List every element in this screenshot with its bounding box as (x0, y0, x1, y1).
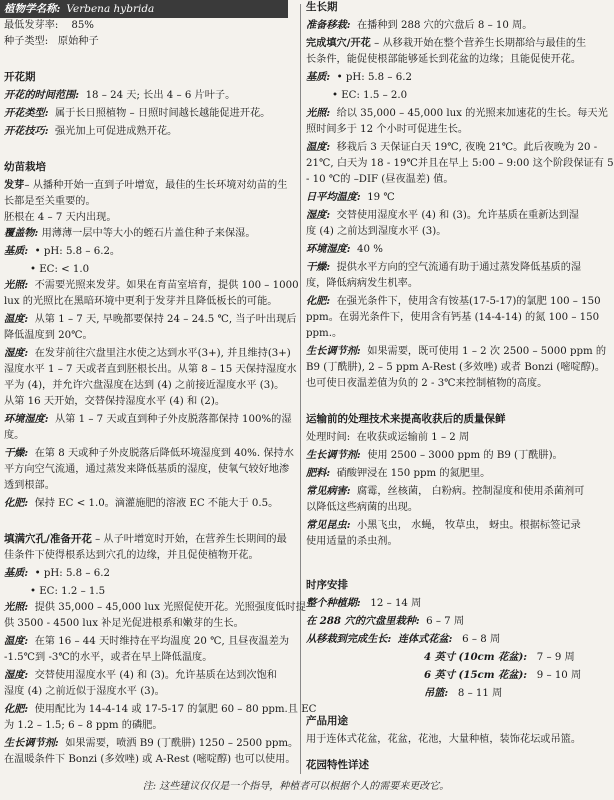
schedule-title: 时序安排 (306, 579, 348, 591)
germination-desc: 发芽– 从播种开始一直到子叶增宽，最佳的生长环境对幼苗的生 (4, 179, 288, 191)
column-divider (300, 4, 301, 774)
schedule-pot6: 6 英寸 (15cm 花盆): 9 – 10 周 (424, 669, 582, 681)
fill-humidity: 湿度: 交替使用湿度水平 (4) 和 (3)。允许基质在达到次饱和 (4, 669, 277, 681)
fill-temp: 温度: 在第 16 – 44 天时维持在平均温度 20 ℃, 且昼夜温差为 (4, 635, 290, 647)
seed-type: 种子类型: 原始种子 (4, 36, 99, 47)
growth-title: 生长期 (306, 1, 338, 13)
seedling-light: 光照: 不需要光照来发芽。如果在育苗室培育，提供 100 – 1000 (4, 279, 299, 291)
flowering-tips: 开花技巧: 强光加上可促进成熟开花。 (4, 125, 178, 137)
usage-desc: 用于连体式花盆，花盆，花池，大量种植，装饰花坛或吊篮。 (306, 734, 582, 745)
germination-rate: 最低发芽率: 85% (4, 20, 94, 31)
seedling-humidity-2: 湿度水平 1 – 7 天或者直到胚根长出。从第 8 – 15 天保持湿度水 (4, 364, 297, 375)
seedling-dry-3: 透到根部。 (4, 480, 55, 491)
seedling-dry-2: 平方向空气流通，通过蒸发来降低基质的湿度，使氧气较好地渗 (4, 464, 290, 475)
fill-growth-reg-2: 在温暖条件下 Bonzi (多效唑) 或 A-Rest (嘧啶醇) 也可以使用。 (4, 754, 296, 765)
growth-light-2: 照时间多于 12 个小时可促进生长。 (306, 124, 469, 135)
seedling-humidity-3: 平为 (4)，并允许穴盘湿度在达到 (4) 之前接近湿度水平 (3)。 (4, 380, 285, 391)
usage-title: 产品用途 (306, 715, 348, 727)
finish-fill-2: 长条件，能促使根部能够延长到花盆的边缘；且能促使开花。 (306, 54, 582, 65)
transport-growth-reg: 生长调节剂: 使用 2500 – 3000 ppm 的 B9 (丁酰肼)。 (306, 449, 563, 461)
fill-temp-2: -1.5℃到 -3℃的水平，或者在早上降低温度。 (4, 652, 213, 663)
growth-substrate-ph: 基质: • pH: 5.8 – 6.2 (306, 71, 412, 83)
fill-desc-2: 佳条件下使得根系达到穴孔的边缘，并且促使植物开花。 (4, 550, 259, 561)
prep-transplant: 准备移栽: 在播种到 288 穴的穴盘后 8 – 10 周。 (306, 19, 533, 31)
seedling-humidity: 湿度: 在发芽前往穴盘里注水使之达到水平(3+), 并且维持(3+) (4, 347, 291, 359)
schedule-288: 在 288 穴的穴盘里栽种: 6 – 7 周 (306, 615, 465, 627)
fill-substrate-ph: 基质: • pH: 5.8 – 6.2 (4, 567, 110, 579)
process-time: 处理时间: 在收获或运输前 1 – 2 周 (306, 432, 470, 443)
growth-fert-3: ppm.。 (306, 328, 343, 339)
plant-name-label: 植物学名称: (4, 3, 61, 15)
flowering-type: 开花类型: 属于长日照植物 – 日照时间越长越能促进开花。 (4, 107, 271, 119)
germination-desc-2: 长都是至关重要的。 (4, 196, 96, 207)
fill-growth-reg: 生长调节剂: 如果需要，喷洒 B9 (丁酰肼) 1250 – 2500 ppm。 (4, 737, 299, 749)
growth-humidity: 湿度: 交替使用湿度水平 (4) 和 (3)。允许基质在重新达到湿 (306, 209, 579, 221)
env-humidity-2: 度。 (4, 430, 25, 441)
common-disease-2: 以降低这些病菌的出现。 (306, 502, 419, 513)
seedling-temp-2: 降低温度到 20℃。 (4, 330, 93, 341)
growth-dry: 干燥: 提供水平方向的空气流通有助于通过蒸发降低基质的湿 (306, 261, 582, 273)
fill-humidity-2: 湿度 (4) 之前近似于湿度水平 (3)。 (4, 686, 165, 697)
fill-title: 填满穴孔/准备开花 – 从子叶增宽时开始，在营养生长期间的最 (4, 533, 287, 545)
substrate-ec: • EC: < 1.0 (30, 264, 90, 275)
common-disease: 常见病害: 腐霉，丝核菌， 白粉病。控制湿度和使用杀菌剂可 (306, 485, 585, 497)
seedling-fert: 化肥: 保持 EC < 1.0。滴灌施肥的溶液 EC 不能大于 0.5。 (4, 497, 279, 509)
growth-temp-3: - 10 ℃的 –DIF (昼夜温差) 值。 (306, 174, 454, 185)
common-pests-2: 使用适量的杀虫剂。 (306, 536, 398, 547)
seedling-light-2: lux 的光照比在黑暗环境中更利于发芽并且降低板长的可能。 (4, 296, 278, 307)
garden-title: 花园特性详述 (306, 759, 369, 771)
schedule-pot4: 4 英寸 (10cm 花盆): 7 – 9 周 (424, 651, 575, 663)
common-pests: 常见昆虫: 小黑飞虫， 水蝇， 牧草虫， 蚜虫。根据标签记录 (306, 519, 581, 531)
env-humidity: 环境湿度: 从第 1 – 7 天或直到种子外皮脱落都保持 100%的湿 (4, 413, 292, 425)
growth-fert-2: ppm。在弱光条件下，使用含有钙基 (14-4-14) 的氮 100 – 150 (306, 312, 600, 323)
growth-humidity-2: 度 (4) 之前达到湿度水平 (3)。 (306, 226, 447, 237)
cover-material: 覆盖物: 用薄薄一层中等大小的蛭石片盖住种子来保湿。 (4, 227, 256, 239)
growth-fert: 化肥: 在强光条件下，使用含有铵基(17-5-17)的氯肥 100 – 150 (306, 295, 601, 307)
plant-latin-name: Verbena hybrida (66, 3, 155, 15)
fill-light-2: 供 3500 - 4500 lux 补足光促进根系和嫩芽的生长。 (4, 618, 244, 629)
growth-temp-2: 21℃, 白天为 18 - 19℃并且在早上 5:00 – 9:00 这个阶段保证有 5 (306, 158, 614, 169)
transport-fert: 肥料: 硝酸钾浸在 150 ppm 的氮肥里。 (306, 467, 491, 479)
fill-light: 光照: 提供 35,000 – 45,000 lux 光照促使开花。光照强度低时提 (4, 601, 306, 613)
growth-reg: 生长调节剂: 如果需要，既可使用 1 – 2 次 2500 – 5000 ppm 的 (306, 345, 607, 357)
transport-title: 运输前的处理技术来提高收获后的质量保鲜 (306, 413, 506, 425)
flowering-title: 开花期 (4, 71, 36, 83)
growth-reg-2: B9 (丁酰肼), 2 – 5 ppm A-Rest (多效唑) 或者 Bonzi (嘧啶醇)。 (306, 362, 606, 373)
seedling-temp: 温度: 从第 1 – 7 天, 早晚都要保持 24 – 24.5 ℃, 当子叶出现后 (4, 313, 297, 325)
fill-fert-2: 为 1.2 – 1.5; 6 – 8 ppm 的磷肥。 (4, 720, 163, 731)
seedling-dry: 干燥: 在第 8 天或种子外皮脱落后降低环境湿度到 40%. 保持水 (4, 447, 294, 459)
growth-reg-3: 也可使日夜温差值为负的 2 - 3℃来控制植物的高度。 (306, 378, 548, 389)
footer-note: 注: 这些建议仅仅是一个指导，种植者可以根据个人的需要来更改它。 (142, 781, 450, 792)
substrate-ph: 基质: • pH: 5.8 – 6.2。 (4, 245, 121, 257)
growth-temp: 温度: 移栽后 3 天保证白天 19℃, 夜晚 21℃。此后夜晚为 20 - (306, 141, 598, 153)
radicle-emergence: 胚根在 4 – 7 天内出现。 (4, 212, 117, 223)
seedling-title: 幼苗栽培 (4, 161, 46, 173)
daily-avg-temp: 日平均温度: 19 ℃ (306, 191, 395, 203)
env-humidity-growth: 环境湿度: 40 % (306, 243, 383, 255)
seedling-humidity-4: 从第 16 天开始，交替保持湿度水平 (4) 和 (2)。 (4, 396, 226, 407)
fill-fert: 化肥: 使用配比为 14-4-14 或 17-5-17 的氯肥 60 – 80 ppm.且 EC (4, 703, 317, 715)
fill-substrate-ec: • EC: 1.2 – 1.5 (30, 586, 106, 597)
finish-fill: 完成填穴/开花 – 从移栽开始在整个营养生长期都给与最佳的生 (306, 37, 587, 49)
schedule-whole: 整个种植期: 12 – 14 周 (306, 597, 422, 609)
plant-name-header (0, 0, 288, 18)
schedule-transplant: 从移栽到完成生长: 连体式花盆: 6 – 8 周 (306, 633, 501, 645)
growth-light: 光照: 给以 35,000 – 45,000 lux 的光照来加速花的生长。每天光 (306, 107, 608, 119)
growth-dry-2: 度，降低病病发生机率。 (306, 278, 419, 289)
growth-substrate-ec: • EC: 1.5 – 2.0 (332, 90, 408, 101)
flowering-time: 开花的时间范围: 18 – 24 天; 长出 4 – 6 片叶子。 (4, 89, 236, 101)
schedule-hanging: 吊篮: 8 – 11 周 (424, 687, 503, 699)
